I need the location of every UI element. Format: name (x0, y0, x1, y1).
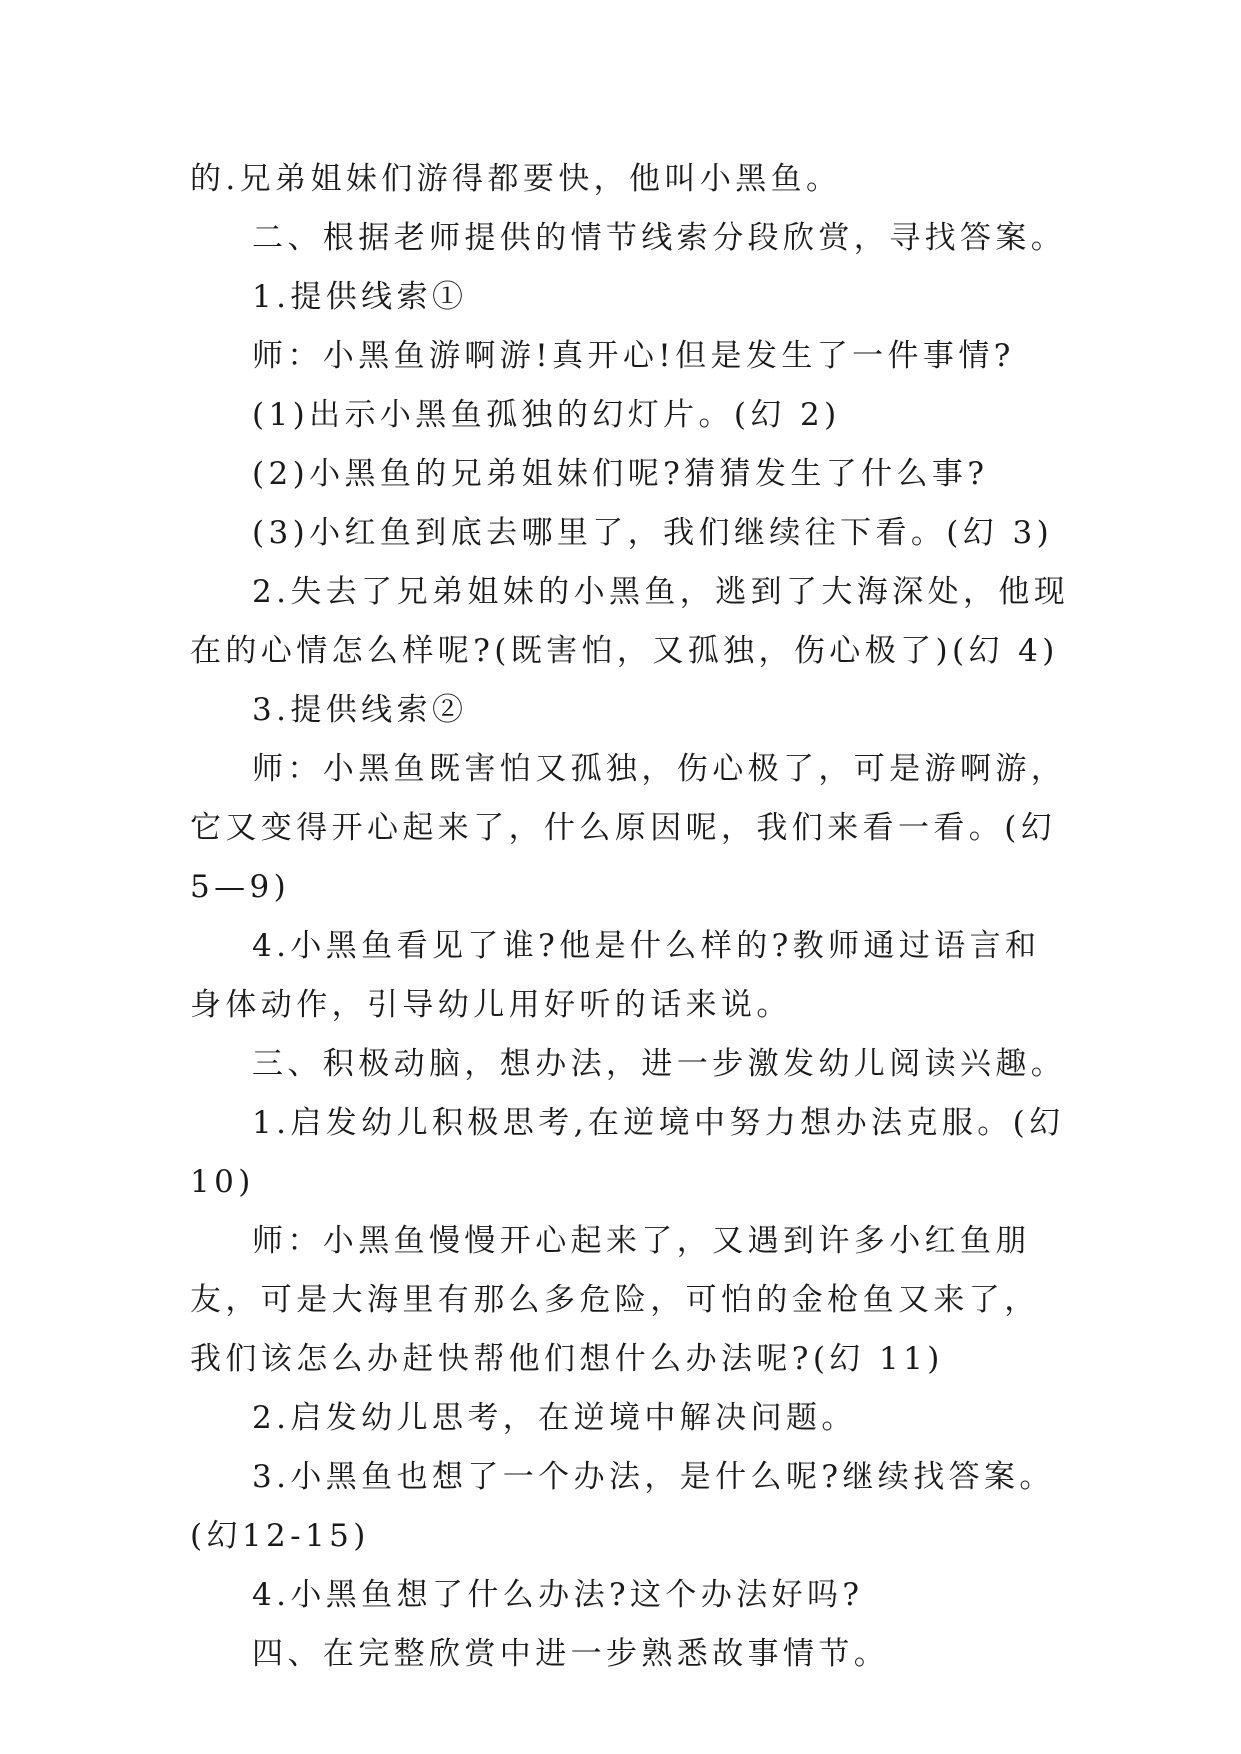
paragraph: 3.提供线索② (252, 692, 468, 728)
paragraph: 1.启发幼儿积极思考,在逆境中努力想办法克服。(幻10) (190, 1105, 1065, 1200)
section-heading: 二、根据老师提供的情节线索分段欣赏，寻找答案。 (252, 220, 1067, 256)
document-body (190, 150, 1070, 1684)
paragraph: 师：小黑鱼慢慢开心起来了，又遇到许多小红鱼朋友，可是大海里有那么多危险，可怕的金枪鱼又来了，我们该怎么办赶快帮他们想什么办法呢?(幻 11) (190, 1223, 1040, 1377)
paragraph: 3.小黑鱼也想了一个办法，是什么呢?继续找答案。(幻12-15) (190, 1459, 1055, 1554)
paragraph: 师：小黑鱼既害怕又孤独，伤心极了，可是游啊游，它又变得开心起来了，什么原因呢，我们来看一看。(幻 5—9) (190, 751, 1067, 905)
paragraph: 师：小黑鱼游啊游!真开心!但是发生了一件事情? (252, 338, 1015, 374)
paragraph: 的.兄弟姐妹们游得都要快，他叫小黑鱼。 (190, 161, 842, 197)
paragraph: 4.小黑鱼看见了谁?他是什么样的?教师通过语言和身体动作，引导幼儿用好听的话来说。 (190, 928, 1041, 1023)
paragraph: (1)出示小黑鱼孤独的幻灯片。(幻 2) (252, 397, 841, 433)
paragraph: 4.小黑鱼想了什么办法?这个办法好吗? (252, 1577, 864, 1613)
paragraph: 2.失去了兄弟姐妹的小黑鱼，逃到了大海深处，他现在的心情怎么样呢?(既害怕，又孤独，伤心极了)(幻 4) (190, 574, 1070, 669)
paragraph: (2)小黑鱼的兄弟姐妹们呢?猜猜发生了什么事? (252, 456, 989, 492)
paragraph: (3)小红鱼到底去哪里了，我们继续往下看。(幻 3) (252, 515, 1054, 551)
paragraph: 1.提供线索① (252, 279, 468, 315)
section-heading: 三、积极动脑，想办法，进一步激发幼儿阅读兴趣。 (252, 1046, 1067, 1082)
section-heading: 四、在完整欣赏中进一步熟悉故事情节。 (252, 1636, 890, 1672)
paragraph: 2.启发幼儿思考，在逆境中解决问题。 (252, 1400, 857, 1436)
